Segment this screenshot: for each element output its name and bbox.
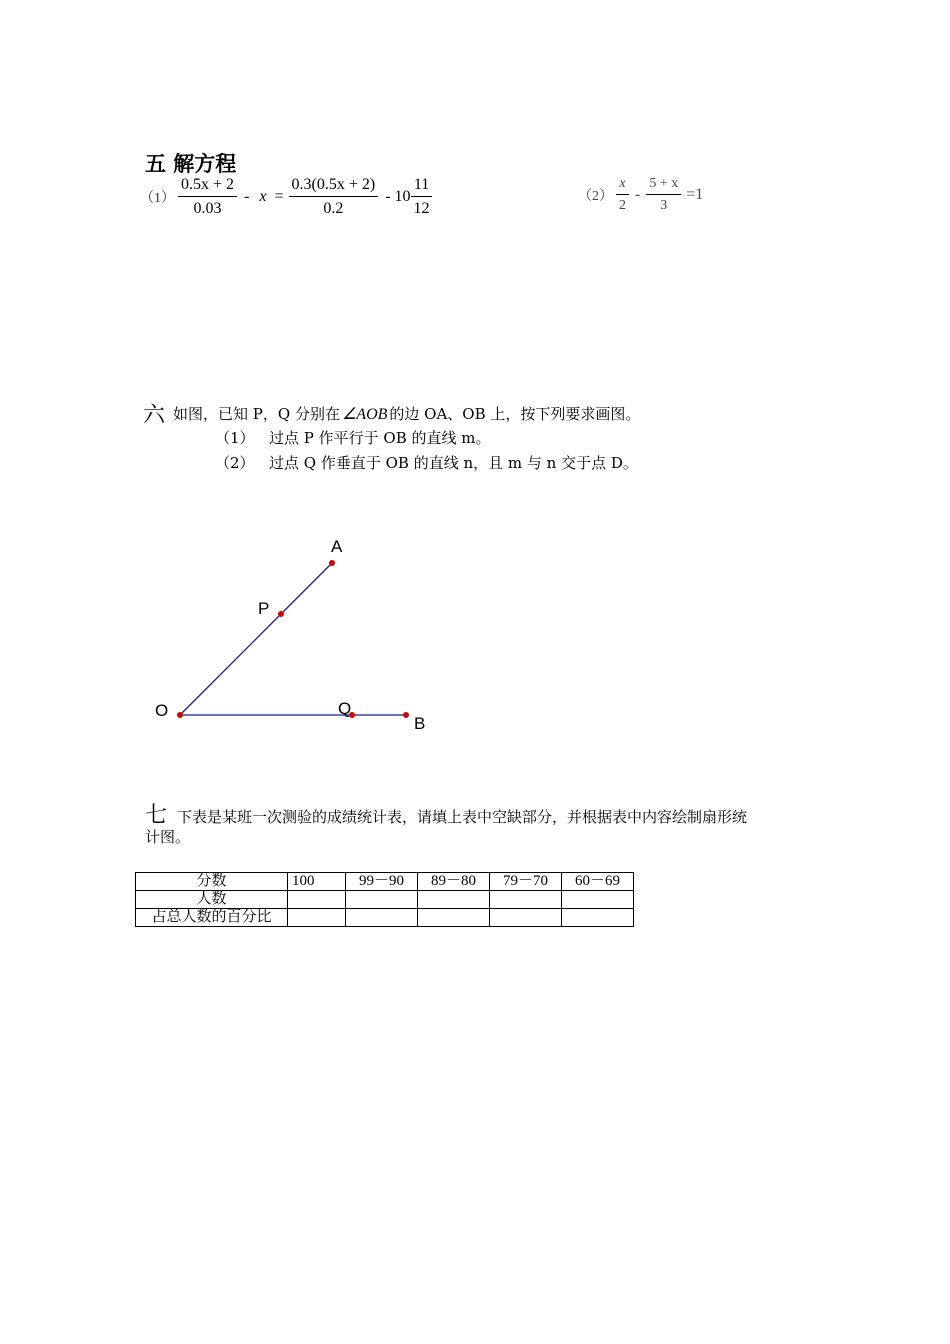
input-cell[interactable]: [490, 891, 562, 909]
eq1-frac2-den: 0.2: [323, 200, 344, 217]
label-o: O: [155, 701, 169, 720]
eq1-frac2-num: 0.3(0.5x + 2): [289, 176, 379, 197]
label-b: B: [414, 714, 426, 733]
label-p: P: [258, 599, 270, 618]
eq1-minus-1: -: [244, 188, 250, 205]
eq2-frac1-num: x: [616, 176, 628, 195]
table-row: [136, 891, 634, 909]
section7-number: 七: [145, 803, 168, 828]
eq1-frac3-den: 12: [413, 200, 430, 217]
eq2-frac2-num: 5 + x: [646, 176, 681, 195]
table-row: [136, 873, 634, 891]
item2-text: 过点 Q 作垂直于 OB 的直线 n，且 m 与 n 交于点 D。: [269, 454, 638, 472]
angle-aob: ∠AOB: [341, 405, 388, 423]
eq2-frac1-den: 2: [619, 198, 626, 213]
row-label-percent: 占总人数的百分比: [136, 909, 288, 927]
section6-text-b: 的边 OA、OB 上，按下列要求画图。: [389, 405, 641, 423]
input-cell[interactable]: [418, 909, 490, 927]
item1-text: 过点 P 作平行于 OB 的直线 m。: [269, 429, 491, 447]
input-cell[interactable]: [288, 891, 346, 909]
score-table: [135, 872, 634, 927]
eq2-rhs: =1: [686, 186, 704, 203]
point-b: [403, 712, 409, 718]
point-o: [177, 712, 183, 718]
eq1-frac1-den: 0.03: [193, 200, 222, 217]
header-cell-79-70: 79－70: [490, 873, 562, 891]
point-p: [278, 611, 284, 617]
eq1-equals: =: [274, 188, 284, 205]
header-cell-score: 分数: [136, 873, 288, 891]
point-a: [329, 560, 335, 566]
ray-oa: [180, 563, 332, 715]
input-cell[interactable]: [562, 891, 634, 909]
input-cell[interactable]: [418, 891, 490, 909]
eq1-label: （1）: [140, 191, 175, 206]
item2-label: （2）: [215, 454, 255, 472]
eq1-minus-2: -: [385, 188, 391, 205]
header-cell-60-69: 60－69: [562, 873, 634, 891]
eq1-whole: 10: [394, 188, 411, 205]
header-cell-99-90: 99－90: [346, 873, 418, 891]
input-cell[interactable]: [288, 909, 346, 927]
header-cell-100: 100: [288, 873, 346, 891]
input-cell[interactable]: [346, 891, 418, 909]
section7-text-1: 下表是某班一次测验的成绩统计表，请填上表中空缺部分，并根据表中内容绘制扇形统: [177, 808, 748, 826]
eq2-label: （2）: [578, 189, 613, 204]
eq1-frac3-num: 11: [411, 176, 432, 197]
eq2-minus: -: [635, 186, 641, 203]
label-a: A: [331, 537, 343, 556]
row-label-count: 人数: [136, 891, 288, 909]
section6-text-a: 如图，已知 P，Q 分别在: [173, 405, 340, 423]
header-cell-89-80: 89－80: [418, 873, 490, 891]
input-cell[interactable]: [490, 909, 562, 927]
section7-line-1: [145, 798, 747, 829]
section7-line-2: 计图。: [145, 828, 191, 846]
input-cell[interactable]: [346, 909, 418, 927]
label-q: Q: [338, 699, 352, 718]
table-row: [136, 909, 634, 927]
item1-label: （1）: [215, 429, 255, 447]
eq2-frac2-den: 3: [660, 198, 668, 213]
eq1-frac1-num: 0.5x + 2: [178, 176, 237, 197]
eq1-var: x: [259, 188, 267, 205]
section6-number: 六: [143, 403, 166, 428]
input-cell[interactable]: [562, 909, 634, 927]
section5-title: 五 解方程: [145, 152, 237, 176]
